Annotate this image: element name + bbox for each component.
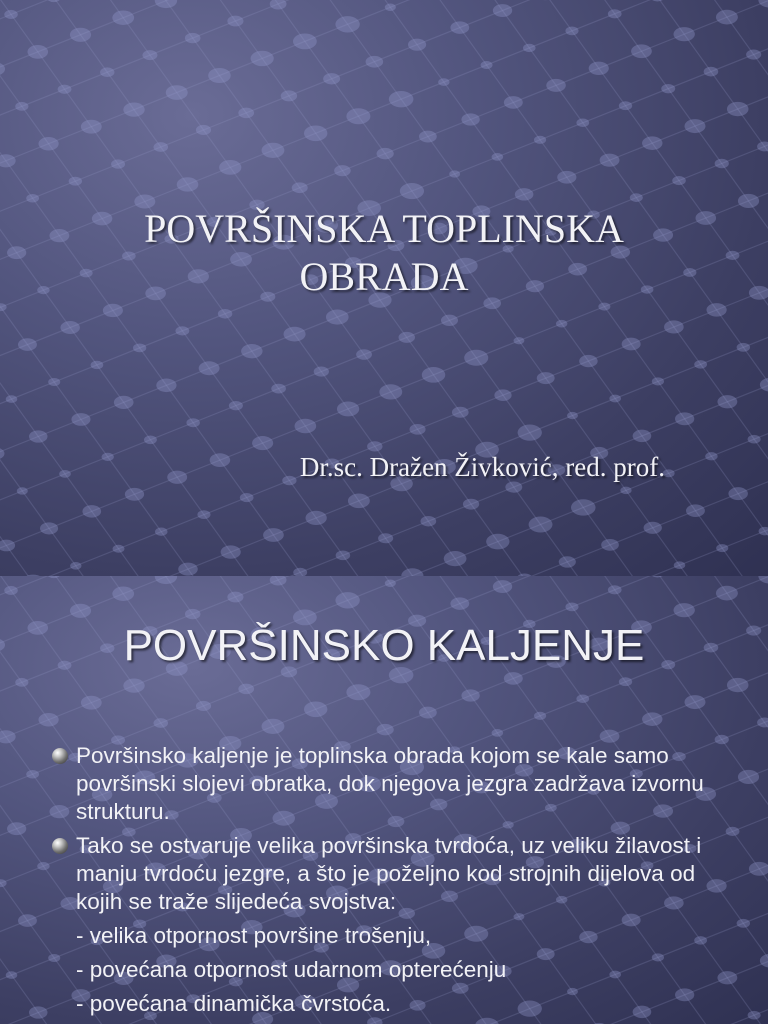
title-line-2: OBRADA [299, 254, 469, 299]
sphere-bullet-icon [52, 748, 68, 764]
slide-title: POVRŠINSKO KALJENJE [123, 621, 645, 670]
bullet-list [50, 742, 740, 1024]
author-name: Dr.sc. Dražen Živković, red. prof. [299, 452, 665, 482]
title-line-1: POVRŠINSKA TOPLINSKA [144, 206, 624, 251]
content-slide [0, 576, 768, 1024]
bullet-text: Tako se ostvaruje velika površinska tvrdoća, uz veliku žilavost i manju tvrdoću jezgre, a što je poželjno kod strojnih dijelova od kojih se traže slijedeća svojstva: [76, 833, 702, 914]
sub-item: - velika otpornost površine trošenju, [76, 923, 432, 948]
presentation-title [0, 205, 768, 301]
sub-item: - povećana otpornost udarnom opterećenju [76, 957, 507, 982]
sphere-bullet-icon [52, 838, 68, 854]
sub-item: - povećana dinamička čvrstoća. [76, 991, 392, 1016]
list-item [50, 832, 740, 1018]
list-item [50, 742, 740, 826]
bullet-text: Površinsko kaljenje je toplinska obrada kojom se kale samo površinski slojevi obratka, dok njegova jezgra zadržava izvornu strukturu. [76, 743, 704, 824]
